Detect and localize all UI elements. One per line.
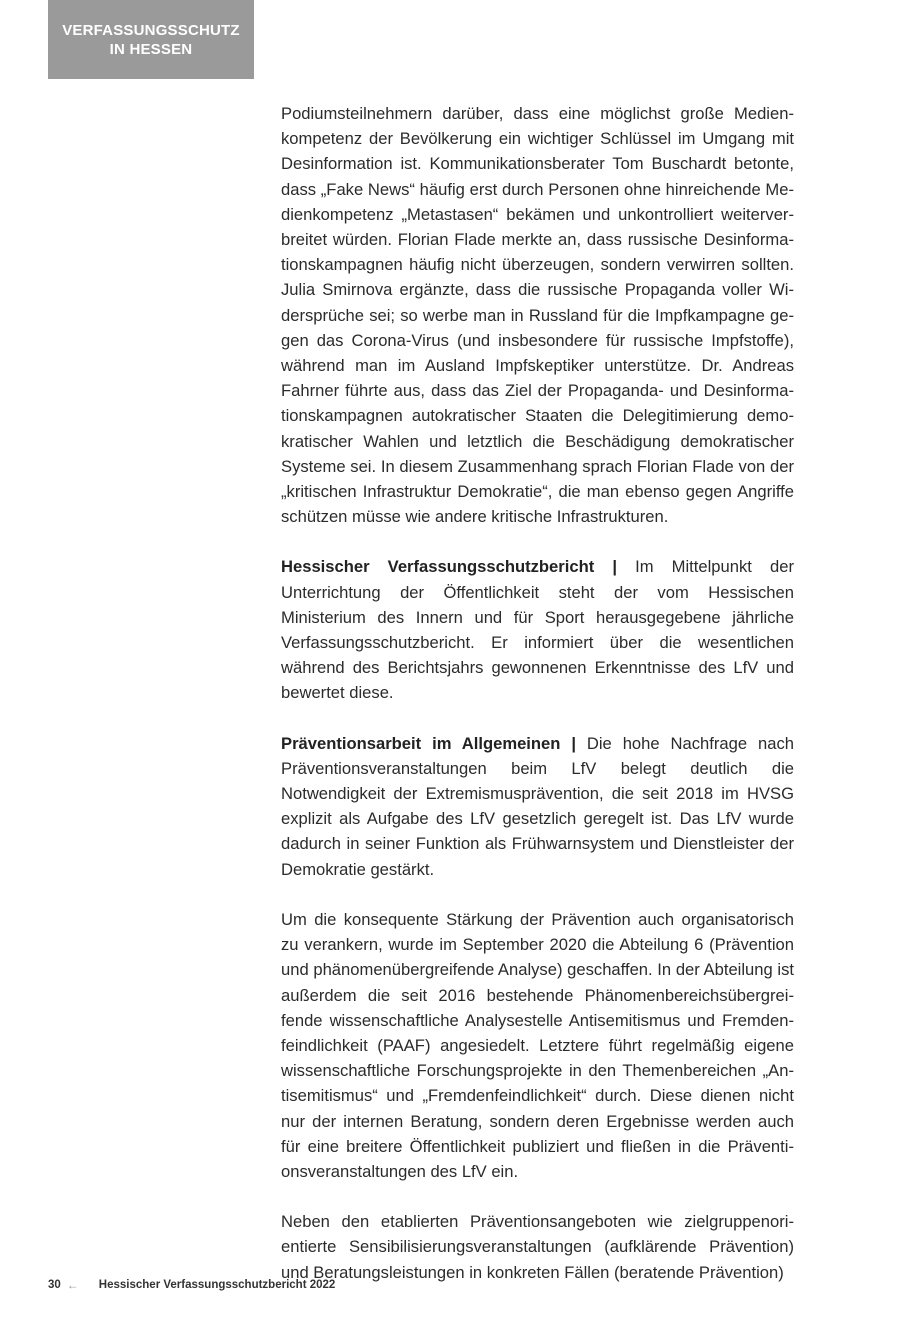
paragraph-text: Neben den etablierten Präventionsangeboten wie zielgruppenorientierte Sensibilisierungsveranstaltungen (aufklärende Prävention) und Beratungsleistungen in konkreten Fällen (beratende Prävention) [281, 1212, 794, 1282]
paragraph-text: Podiumsteilnehmern darüber, dass eine möglichst große Medienkompetenz der Bevölkerung ein wichtiger Schlüssel im Umgang mit Desinformation ist. Kommunikationsberater Tom Buschardt betonte, dass „Fake News“ häufig erst durch Personen ohne hinreichende Medienkompetenz „Metastasen“ bekämen und unkontrolliert weiterverbreitet würden. Florian Flade merkte an, dass russische Desinformationskampagnen häufig nicht überzeugen, sondern verwirren sollten. Julia Smirnova ergänzte, dass die russische Propaganda voller Widersprüche sei; so werbe man in Russland für die Impfkampagne gegen das Corona-Virus (und insbesondere für russische Impfstoffe), während man im Ausland Impfskeptiker unterstütze. Dr. Andreas Fahrner führte aus, dass das Ziel der Propaganda- und Desinformationskampagnen autokratischer Staaten die Delegitimierung demokratischer Wahlen und letztlich die Beschädigung demokratischer Systeme sei. In diesem Zusammenhang sprach Florian Flade von der „kritischen Infrastruktur Demokratie“, die man ebenso gegen Angriffe schützen müsse wie andere kritische Infrastrukturen. [281, 104, 794, 527]
publication-title: Hessischer Verfassungsschutzbericht 2022 [98, 1279, 336, 1291]
paragraph-text: Im Mittelpunkt der Unterrichtung der Öffentlichkeit steht der vom Hessischen Ministerium des Innern und für Sport herausgegebene jährliche Verfassungsschutzbericht. Er informiert über die wesentlichen während des Berichtsjahrs gewonnenen Erkenntnisse des LfV und bewertet diese. [281, 557, 794, 703]
body-text [281, 101, 794, 1310]
section-header-tab [48, 0, 254, 79]
page-number: 30 [48, 1279, 61, 1291]
paragraph [281, 1209, 794, 1285]
section-header-line1: VERFASSUNGSSCHUTZ [62, 21, 240, 39]
paragraph-text: Die hohe Nachfrage nach Präventionsveranstaltungen beim LfV belegt deutlich die Notwendigkeit der Extremismusprävention, die seit 2018 im HVSG explizit als Aufgabe des LfV gesetzlich geregelt ist. Das LfV wurde dadurch in seiner Funktion als Frühwarnsystem und Dienstleister der Demokratie gestärkt. [281, 733, 794, 879]
paragraph-text: Um die konsequente Stärkung der Prävention auch organisatorisch zu verankern, wurde im September 2020 die Abteilung 6 (Prävention und phänomenübergreifende Analyse) geschaffen. In der Abteilung ist außerdem die seit 2016 bestehende Phänomenbereichsübergreifende wissenschaftliche Analysestelle Antisemitismus und Fremdenfeindlichkeit (PAAF) angesiedelt. Letztere führt regelmäßig eigene wissenschaftliche Forschungsprojekte in den Themenbereichen „Antisemitismus“ und „Fremdenfeindlichkeit“ durch. Diese dienen nicht nur der internen Beratung, sondern deren Ergebnisse werden auch für eine breitere Öffentlichkeit publiziert und fließen in die Präventionsveranstaltungen des LfV ein. [281, 909, 794, 1181]
paragraph [281, 907, 794, 1184]
section-header-line2: IN HESSEN [109, 40, 193, 58]
paragraph [281, 731, 794, 882]
paragraph [281, 101, 794, 529]
paragraph-lead: Präventionsarbeit im Allgemeinen | [281, 733, 576, 753]
arrow-left-icon: ← [66, 1278, 79, 1292]
paragraph-lead: Hessischer Verfassungsschutzbericht | [281, 557, 617, 577]
paragraph [281, 554, 794, 705]
page-footer [48, 1278, 335, 1292]
